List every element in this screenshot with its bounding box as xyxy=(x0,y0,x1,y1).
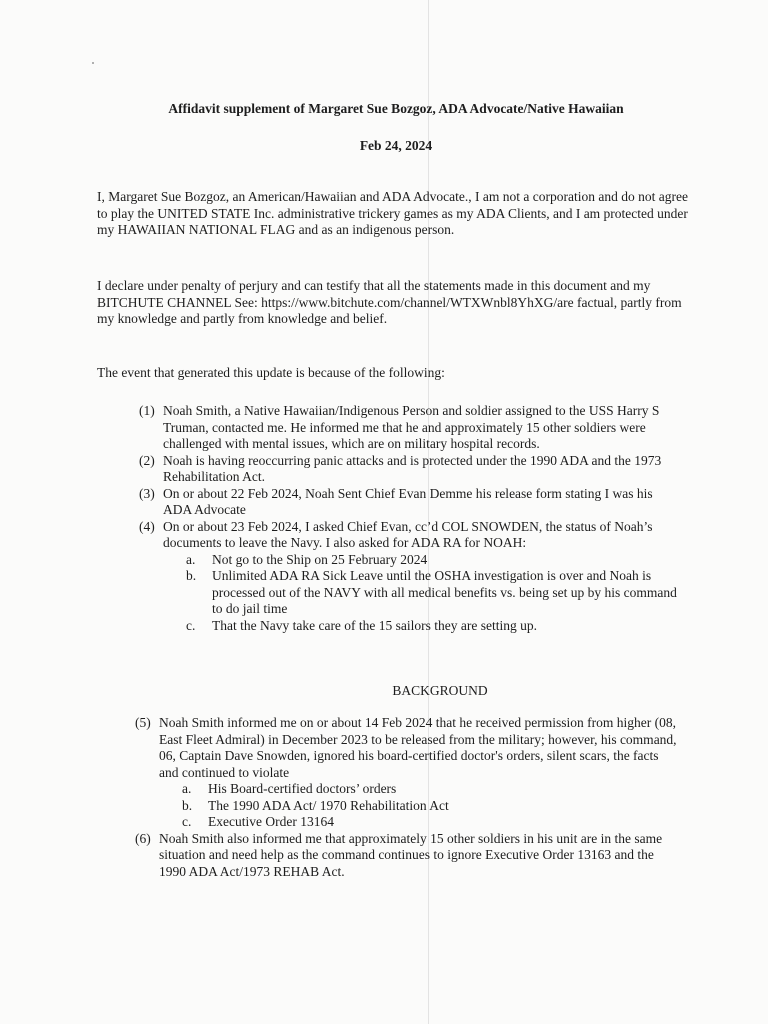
list-item-text: On or about 22 Feb 2024, Noah Sent Chief Evan Demme his release form stating I was his ADA Advocate xyxy=(163,485,653,517)
scan-speck xyxy=(92,62,94,64)
events-list xyxy=(139,403,679,634)
declaration-paragraph: I declare under penalty of perjury and can testify that all the statements made in this document and my BITCHUTE CHANNEL See: https://www.bitchute.com/channel/WTXWnbl8YhXG/are factual, partly from my knowledge and partly from knowledge and belief. xyxy=(97,278,682,326)
list-item xyxy=(139,403,679,453)
sublist-item-letter: b. xyxy=(186,568,197,583)
sublist-item-text: The 1990 ADA Act/ 1970 Rehabilitation Act xyxy=(208,797,449,813)
list-item-text: Noah Smith, a Native Hawaiian/Indigenous Person and soldier assigned to the USS Harry S Truman, contacted me. He informed me that he and approximately 15 other soldiers were challenged with mental issues, which are on military hospital records. xyxy=(163,403,660,451)
sublist-item xyxy=(182,781,680,798)
violations-sublist xyxy=(182,781,680,831)
background-heading: BACKGROUND xyxy=(392,683,488,698)
list-item-text: Noah Smith also informed me that approximately 15 other soldiers in his unit are in the same situation and need help as the command continues to ignore Executive Order 13163 and the 1990 ADA Act/1973 REHAB Act. xyxy=(159,830,663,879)
sublist-item xyxy=(182,798,680,815)
list-item-number: (2) xyxy=(139,452,155,468)
sublist-item-text: His Board-certified doctors’ orders xyxy=(208,781,397,796)
list-item-text: On or about 23 Feb 2024, I asked Chief Evan, cc’d COL SNOWDEN, the status of Noah’s documents to leave the Navy. I also asked for ADA RA for NOAH: xyxy=(163,518,653,550)
sublist-item-letter: b. xyxy=(182,797,193,813)
list-item-number: (6) xyxy=(135,830,151,846)
requests-sublist xyxy=(186,552,679,635)
sublist-item-letter: c. xyxy=(186,617,196,633)
background-list xyxy=(135,715,680,880)
sublist-item-letter: a. xyxy=(182,781,192,796)
list-item-number: (4) xyxy=(139,518,155,534)
document-date: Feb 24, 2024 xyxy=(359,138,433,153)
sublist-item xyxy=(186,618,679,635)
sublist-item xyxy=(186,552,679,569)
event-lead-paragraph: The event that generated this update is because of the following: xyxy=(97,365,445,380)
sublist-item-text: That the Navy take care of the 15 sailors they are setting up. xyxy=(212,617,538,633)
sublist-item-text: Unlimited ADA RA Sick Leave until the OSHA investigation is over and Noah is processed out of the NAVY with all medical benefits vs. being set up by his command to do jail time xyxy=(212,568,677,616)
sublist-item-letter: a. xyxy=(186,551,196,567)
list-item xyxy=(135,715,680,781)
sublist-item-text: Executive Order 13164 xyxy=(208,814,334,829)
sublist-item xyxy=(182,814,680,831)
document-title: Affidavit supplement of Margaret Sue Bozgoz, ADA Advocate/Native Hawaiian xyxy=(168,101,624,116)
intro-paragraph: I, Margaret Sue Bozgoz, an American/Hawaiian and ADA Advocate., I am not a corporation and do not agree to play the UNITED STATE Inc. administrative trickery games as my ADA Clients, and I am protected under my HAWAIIAN NATIONAL FLAG and as an indigenous person. xyxy=(97,189,688,237)
sublist-item-letter: c. xyxy=(182,814,192,829)
list-item xyxy=(139,486,679,519)
list-item xyxy=(135,831,680,881)
list-item xyxy=(139,453,679,486)
list-item-number: (5) xyxy=(135,715,151,730)
sublist-item-text: Not go to the Ship on 25 February 2024 xyxy=(212,551,428,567)
sublist-item xyxy=(186,568,679,618)
list-item-text: Noah Smith informed me on or about 14 Feb 2024 that he received permission from higher (08, East Fleet Admiral) in December 2023 to be released from the military; however, his command, 06, Captain Dave Snowden, ignored his board-certified doctor's orders, silent scars, the facts and continued to violate xyxy=(159,715,677,780)
list-item-number: (1) xyxy=(139,403,155,418)
list-item xyxy=(139,519,679,552)
list-item-text: Noah is having reoccurring panic attacks and is protected under the 1990 ADA and the 1973 Rehabilitation Act. xyxy=(163,452,662,484)
list-item-number: (3) xyxy=(139,485,155,501)
